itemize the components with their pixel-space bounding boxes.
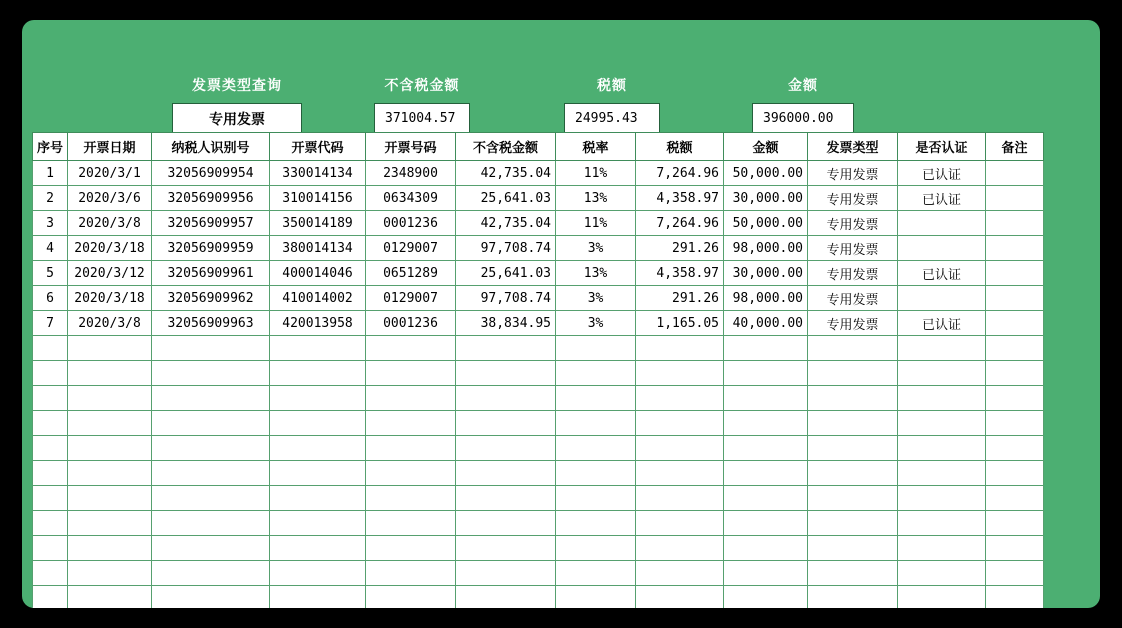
cell-tax-amount[interactable]: 7,264.96 bbox=[636, 161, 724, 186]
summary-bar bbox=[22, 20, 1100, 138]
cell-remark[interactable] bbox=[986, 536, 1044, 561]
cell-tax-rate[interactable] bbox=[556, 411, 636, 436]
cell-certified[interactable] bbox=[898, 586, 986, 609]
cell-amount-excl-tax[interactable] bbox=[456, 436, 556, 461]
cell-invoice-code[interactable]: 350014189 bbox=[270, 211, 366, 236]
cell-taxpayer-id[interactable]: 32056909954 bbox=[152, 161, 270, 186]
col-header-certified[interactable]: 是否认证 bbox=[898, 133, 986, 161]
cell-remark[interactable] bbox=[986, 236, 1044, 261]
cell-tax-rate[interactable] bbox=[556, 336, 636, 361]
cell-index[interactable] bbox=[33, 536, 68, 561]
cell-amount-excl-tax[interactable] bbox=[456, 461, 556, 486]
cell-amount-excl-tax[interactable] bbox=[456, 586, 556, 609]
cell-invoice-type[interactable]: 专用发票 bbox=[808, 186, 898, 211]
cell-tax-rate[interactable] bbox=[556, 536, 636, 561]
cell-invoice-code[interactable]: 380014134 bbox=[270, 236, 366, 261]
cell-issue-date[interactable]: 2020/3/8 bbox=[68, 211, 152, 236]
cell-remark[interactable] bbox=[986, 586, 1044, 609]
cell-index[interactable] bbox=[33, 336, 68, 361]
cell-tax-amount[interactable]: 4,358.97 bbox=[636, 186, 724, 211]
cell-taxpayer-id[interactable]: 32056909961 bbox=[152, 261, 270, 286]
cell-issue-date[interactable] bbox=[68, 436, 152, 461]
cell-index[interactable] bbox=[33, 386, 68, 411]
cell-tax-rate[interactable] bbox=[556, 461, 636, 486]
cell-tax-amount[interactable]: 1,165.05 bbox=[636, 311, 724, 336]
cell-tax-rate[interactable]: 13% bbox=[556, 261, 636, 286]
cell-index[interactable] bbox=[33, 436, 68, 461]
cell-remark[interactable] bbox=[986, 436, 1044, 461]
cell-tax-rate[interactable] bbox=[556, 361, 636, 386]
cell-invoice-code[interactable] bbox=[270, 386, 366, 411]
cell-certified[interactable] bbox=[898, 486, 986, 511]
cell-invoice-type[interactable] bbox=[808, 561, 898, 586]
cell-amount[interactable] bbox=[724, 411, 808, 436]
cell-issue-date[interactable]: 2020/3/8 bbox=[68, 311, 152, 336]
cell-tax-rate[interactable]: 11% bbox=[556, 211, 636, 236]
cell-index[interactable] bbox=[33, 511, 68, 536]
cell-invoice-type[interactable] bbox=[808, 486, 898, 511]
cell-invoice-code[interactable]: 410014002 bbox=[270, 286, 366, 311]
cell-amount[interactable]: 98,000.00 bbox=[724, 236, 808, 261]
cell-invoice-no[interactable] bbox=[366, 411, 456, 436]
cell-invoice-code[interactable] bbox=[270, 461, 366, 486]
cell-amount-excl-tax[interactable]: 38,834.95 bbox=[456, 311, 556, 336]
cell-taxpayer-id[interactable]: 32056909959 bbox=[152, 236, 270, 261]
cell-index[interactable]: 6 bbox=[33, 286, 68, 311]
cell-amount[interactable]: 30,000.00 bbox=[724, 261, 808, 286]
cell-issue-date[interactable] bbox=[68, 511, 152, 536]
summary-value-tax-amount[interactable]: 24995.43 bbox=[564, 103, 660, 133]
cell-invoice-no[interactable]: 0001236 bbox=[366, 211, 456, 236]
cell-remark[interactable] bbox=[986, 461, 1044, 486]
cell-invoice-type[interactable] bbox=[808, 361, 898, 386]
cell-invoice-code[interactable] bbox=[270, 336, 366, 361]
cell-amount[interactable] bbox=[724, 536, 808, 561]
cell-amount[interactable]: 30,000.00 bbox=[724, 186, 808, 211]
table-row-empty[interactable] bbox=[33, 411, 1044, 436]
cell-amount[interactable] bbox=[724, 561, 808, 586]
cell-tax-rate[interactable]: 13% bbox=[556, 186, 636, 211]
summary-value-total-amount[interactable]: 396000.00 bbox=[752, 103, 854, 133]
cell-issue-date[interactable] bbox=[68, 361, 152, 386]
cell-certified[interactable]: 已认证 bbox=[898, 186, 986, 211]
col-header-tax-amount[interactable]: 税额 bbox=[636, 133, 724, 161]
cell-taxpayer-id[interactable] bbox=[152, 536, 270, 561]
cell-tax-amount[interactable] bbox=[636, 486, 724, 511]
cell-remark[interactable] bbox=[986, 386, 1044, 411]
col-header-tax-rate[interactable]: 税率 bbox=[556, 133, 636, 161]
cell-invoice-no[interactable] bbox=[366, 586, 456, 609]
table-row[interactable] bbox=[33, 211, 1044, 236]
table-row[interactable] bbox=[33, 311, 1044, 336]
cell-tax-amount[interactable] bbox=[636, 336, 724, 361]
cell-invoice-code[interactable] bbox=[270, 586, 366, 609]
cell-issue-date[interactable] bbox=[68, 336, 152, 361]
cell-invoice-code[interactable] bbox=[270, 486, 366, 511]
cell-invoice-code[interactable]: 330014134 bbox=[270, 161, 366, 186]
cell-issue-date[interactable] bbox=[68, 536, 152, 561]
cell-certified[interactable] bbox=[898, 336, 986, 361]
cell-taxpayer-id[interactable] bbox=[152, 361, 270, 386]
cell-tax-rate[interactable] bbox=[556, 586, 636, 609]
cell-tax-amount[interactable] bbox=[636, 561, 724, 586]
cell-taxpayer-id[interactable] bbox=[152, 586, 270, 609]
cell-invoice-type[interactable] bbox=[808, 511, 898, 536]
cell-index[interactable] bbox=[33, 411, 68, 436]
cell-tax-rate[interactable]: 3% bbox=[556, 286, 636, 311]
cell-invoice-code[interactable]: 420013958 bbox=[270, 311, 366, 336]
col-header-index[interactable]: 序号 bbox=[33, 133, 68, 161]
cell-amount[interactable]: 50,000.00 bbox=[724, 211, 808, 236]
cell-issue-date[interactable] bbox=[68, 411, 152, 436]
cell-certified[interactable] bbox=[898, 536, 986, 561]
cell-remark[interactable] bbox=[986, 211, 1044, 236]
cell-invoice-type[interactable] bbox=[808, 336, 898, 361]
table-row-empty[interactable] bbox=[33, 511, 1044, 536]
cell-issue-date[interactable] bbox=[68, 486, 152, 511]
table-row[interactable] bbox=[33, 236, 1044, 261]
cell-amount-excl-tax[interactable] bbox=[456, 536, 556, 561]
cell-tax-amount[interactable] bbox=[636, 586, 724, 609]
cell-amount[interactable] bbox=[724, 336, 808, 361]
cell-tax-rate[interactable] bbox=[556, 486, 636, 511]
col-header-issue-date[interactable]: 开票日期 bbox=[68, 133, 152, 161]
summary-block-invoice-type bbox=[172, 75, 302, 133]
cell-tax-amount[interactable] bbox=[636, 436, 724, 461]
cell-tax-rate[interactable] bbox=[556, 561, 636, 586]
cell-tax-amount[interactable] bbox=[636, 461, 724, 486]
cell-index[interactable]: 1 bbox=[33, 161, 68, 186]
cell-invoice-code[interactable]: 310014156 bbox=[270, 186, 366, 211]
cell-amount-excl-tax[interactable] bbox=[456, 336, 556, 361]
cell-tax-rate[interactable] bbox=[556, 511, 636, 536]
table-row-empty[interactable] bbox=[33, 586, 1044, 609]
cell-invoice-code[interactable]: 400014046 bbox=[270, 261, 366, 286]
cell-taxpayer-id[interactable] bbox=[152, 561, 270, 586]
cell-invoice-code[interactable] bbox=[270, 561, 366, 586]
col-header-amount[interactable]: 金额 bbox=[724, 133, 808, 161]
table-row-empty[interactable] bbox=[33, 486, 1044, 511]
cell-tax-amount[interactable] bbox=[636, 536, 724, 561]
cell-invoice-code[interactable] bbox=[270, 361, 366, 386]
cell-certified[interactable] bbox=[898, 411, 986, 436]
cell-invoice-no[interactable] bbox=[366, 361, 456, 386]
col-header-amount-excl-tax[interactable]: 不含税金额 bbox=[456, 133, 556, 161]
cell-index[interactable] bbox=[33, 461, 68, 486]
cell-tax-rate[interactable] bbox=[556, 436, 636, 461]
table-header-row bbox=[33, 133, 1044, 161]
table-row-empty[interactable] bbox=[33, 386, 1044, 411]
cell-invoice-type[interactable]: 专用发票 bbox=[808, 211, 898, 236]
table-body bbox=[33, 161, 1044, 609]
cell-amount[interactable] bbox=[724, 511, 808, 536]
col-header-remark[interactable]: 备注 bbox=[986, 133, 1044, 161]
summary-label: 发票类型查询 bbox=[192, 77, 282, 93]
cell-invoice-no[interactable] bbox=[366, 336, 456, 361]
cell-certified[interactable] bbox=[898, 211, 986, 236]
invoice-table bbox=[32, 132, 1044, 608]
cell-tax-amount[interactable]: 7,264.96 bbox=[636, 211, 724, 236]
cell-invoice-type[interactable] bbox=[808, 536, 898, 561]
cell-index[interactable]: 4 bbox=[33, 236, 68, 261]
cell-remark[interactable] bbox=[986, 486, 1044, 511]
summary-value-amount-excl-tax[interactable]: 371004.57 bbox=[374, 103, 470, 133]
cell-certified[interactable]: 已认证 bbox=[898, 161, 986, 186]
cell-issue-date[interactable]: 2020/3/12 bbox=[68, 261, 152, 286]
cell-issue-date[interactable]: 2020/3/6 bbox=[68, 186, 152, 211]
cell-invoice-no[interactable]: 0129007 bbox=[366, 236, 456, 261]
cell-remark[interactable] bbox=[986, 361, 1044, 386]
cell-taxpayer-id[interactable]: 32056909963 bbox=[152, 311, 270, 336]
cell-certified[interactable] bbox=[898, 361, 986, 386]
cell-amount-excl-tax[interactable]: 25,641.03 bbox=[456, 261, 556, 286]
table-row-empty[interactable] bbox=[33, 536, 1044, 561]
col-header-invoice-type[interactable]: 发票类型 bbox=[808, 133, 898, 161]
cell-remark[interactable] bbox=[986, 511, 1044, 536]
cell-amount-excl-tax[interactable] bbox=[456, 511, 556, 536]
cell-amount-excl-tax[interactable]: 42,735.04 bbox=[456, 161, 556, 186]
cell-invoice-no[interactable] bbox=[366, 436, 456, 461]
cell-issue-date[interactable]: 2020/3/18 bbox=[68, 286, 152, 311]
cell-amount[interactable]: 40,000.00 bbox=[724, 311, 808, 336]
cell-remark[interactable] bbox=[986, 286, 1044, 311]
cell-tax-rate[interactable] bbox=[556, 386, 636, 411]
cell-amount[interactable] bbox=[724, 436, 808, 461]
cell-remark[interactable] bbox=[986, 336, 1044, 361]
cell-remark[interactable] bbox=[986, 261, 1044, 286]
cell-certified[interactable]: 已认证 bbox=[898, 261, 986, 286]
summary-label: 税额 bbox=[597, 77, 627, 93]
cell-index[interactable] bbox=[33, 561, 68, 586]
cell-taxpayer-id[interactable] bbox=[152, 411, 270, 436]
cell-amount-excl-tax[interactable]: 42,735.04 bbox=[456, 211, 556, 236]
cell-taxpayer-id[interactable] bbox=[152, 486, 270, 511]
cell-index[interactable]: 3 bbox=[33, 211, 68, 236]
cell-invoice-type[interactable]: 专用发票 bbox=[808, 161, 898, 186]
cell-invoice-code[interactable] bbox=[270, 436, 366, 461]
cell-invoice-no[interactable] bbox=[366, 486, 456, 511]
summary-label: 金额 bbox=[788, 77, 818, 93]
cell-invoice-type[interactable]: 专用发票 bbox=[808, 236, 898, 261]
cell-amount-excl-tax[interactable]: 97,708.74 bbox=[456, 236, 556, 261]
cell-amount[interactable] bbox=[724, 486, 808, 511]
cell-taxpayer-id[interactable] bbox=[152, 386, 270, 411]
cell-invoice-no[interactable] bbox=[366, 561, 456, 586]
cell-invoice-type[interactable]: 专用发票 bbox=[808, 261, 898, 286]
cell-taxpayer-id[interactable]: 32056909957 bbox=[152, 211, 270, 236]
cell-issue-date[interactable]: 2020/3/18 bbox=[68, 236, 152, 261]
cell-invoice-type[interactable]: 专用发票 bbox=[808, 311, 898, 336]
table-row-empty[interactable] bbox=[33, 561, 1044, 586]
cell-invoice-type[interactable] bbox=[808, 461, 898, 486]
cell-amount-excl-tax[interactable] bbox=[456, 386, 556, 411]
cell-index[interactable]: 7 bbox=[33, 311, 68, 336]
cell-certified[interactable] bbox=[898, 461, 986, 486]
table-row[interactable] bbox=[33, 261, 1044, 286]
table-row[interactable] bbox=[33, 161, 1044, 186]
cell-certified[interactable] bbox=[898, 386, 986, 411]
cell-remark[interactable] bbox=[986, 411, 1044, 436]
cell-amount-excl-tax[interactable] bbox=[456, 361, 556, 386]
cell-invoice-type[interactable]: 专用发票 bbox=[808, 286, 898, 311]
cell-invoice-no[interactable]: 2348900 bbox=[366, 161, 456, 186]
summary-block-total-amount bbox=[752, 75, 854, 133]
cell-index[interactable] bbox=[33, 486, 68, 511]
cell-amount[interactable] bbox=[724, 361, 808, 386]
cell-taxpayer-id[interactable]: 32056909962 bbox=[152, 286, 270, 311]
cell-issue-date[interactable] bbox=[68, 461, 152, 486]
cell-invoice-type[interactable] bbox=[808, 586, 898, 609]
cell-amount[interactable] bbox=[724, 586, 808, 609]
cell-invoice-no[interactable]: 0001236 bbox=[366, 311, 456, 336]
cell-amount[interactable]: 98,000.00 bbox=[724, 286, 808, 311]
table-row-empty[interactable] bbox=[33, 336, 1044, 361]
cell-index[interactable] bbox=[33, 586, 68, 609]
spreadsheet-canvas bbox=[22, 20, 1100, 608]
cell-amount-excl-tax[interactable] bbox=[456, 561, 556, 586]
cell-issue-date[interactable] bbox=[68, 561, 152, 586]
cell-invoice-code[interactable] bbox=[270, 511, 366, 536]
cell-certified[interactable] bbox=[898, 236, 986, 261]
cell-invoice-code[interactable] bbox=[270, 411, 366, 436]
cell-index[interactable]: 5 bbox=[33, 261, 68, 286]
cell-remark[interactable] bbox=[986, 561, 1044, 586]
summary-block-amount-excl-tax bbox=[374, 75, 470, 133]
cell-taxpayer-id[interactable] bbox=[152, 461, 270, 486]
cell-invoice-type[interactable] bbox=[808, 436, 898, 461]
cell-taxpayer-id[interactable] bbox=[152, 436, 270, 461]
cell-amount[interactable] bbox=[724, 386, 808, 411]
cell-invoice-code[interactable] bbox=[270, 536, 366, 561]
cell-tax-amount[interactable] bbox=[636, 361, 724, 386]
table-row-empty[interactable] bbox=[33, 461, 1044, 486]
table-row-empty[interactable] bbox=[33, 436, 1044, 461]
cell-invoice-no[interactable] bbox=[366, 511, 456, 536]
cell-tax-amount[interactable]: 291.26 bbox=[636, 286, 724, 311]
cell-tax-amount[interactable] bbox=[636, 411, 724, 436]
cell-invoice-type[interactable] bbox=[808, 411, 898, 436]
cell-index[interactable] bbox=[33, 361, 68, 386]
cell-invoice-no[interactable] bbox=[366, 461, 456, 486]
col-header-taxpayer-id[interactable]: 纳税人识别号 bbox=[152, 133, 270, 161]
cell-amount-excl-tax[interactable]: 25,641.03 bbox=[456, 186, 556, 211]
cell-invoice-no[interactable]: 0634309 bbox=[366, 186, 456, 211]
cell-amount-excl-tax[interactable] bbox=[456, 486, 556, 511]
cell-tax-rate[interactable]: 3% bbox=[556, 311, 636, 336]
cell-taxpayer-id[interactable] bbox=[152, 336, 270, 361]
cell-certified[interactable] bbox=[898, 561, 986, 586]
cell-invoice-no[interactable] bbox=[366, 386, 456, 411]
cell-certified[interactable] bbox=[898, 511, 986, 536]
cell-taxpayer-id[interactable]: 32056909956 bbox=[152, 186, 270, 211]
cell-amount[interactable] bbox=[724, 461, 808, 486]
cell-amount-excl-tax[interactable]: 97,708.74 bbox=[456, 286, 556, 311]
cell-certified[interactable] bbox=[898, 286, 986, 311]
cell-issue-date[interactable] bbox=[68, 386, 152, 411]
cell-tax-amount[interactable] bbox=[636, 511, 724, 536]
cell-certified[interactable] bbox=[898, 436, 986, 461]
cell-invoice-no[interactable]: 0129007 bbox=[366, 286, 456, 311]
summary-label: 不含税金额 bbox=[384, 77, 460, 93]
cell-tax-rate[interactable]: 3% bbox=[556, 236, 636, 261]
cell-invoice-type[interactable] bbox=[808, 386, 898, 411]
cell-issue-date[interactable]: 2020/3/1 bbox=[68, 161, 152, 186]
cell-tax-amount[interactable]: 4,358.97 bbox=[636, 261, 724, 286]
cell-tax-amount[interactable]: 291.26 bbox=[636, 236, 724, 261]
table-row[interactable] bbox=[33, 286, 1044, 311]
cell-tax-amount[interactable] bbox=[636, 386, 724, 411]
cell-invoice-no[interactable]: 0651289 bbox=[366, 261, 456, 286]
cell-amount[interactable]: 50,000.00 bbox=[724, 161, 808, 186]
cell-taxpayer-id[interactable] bbox=[152, 511, 270, 536]
cell-issue-date[interactable] bbox=[68, 586, 152, 609]
cell-tax-rate[interactable]: 11% bbox=[556, 161, 636, 186]
cell-amount-excl-tax[interactable] bbox=[456, 411, 556, 436]
cell-remark[interactable] bbox=[986, 161, 1044, 186]
cell-remark[interactable] bbox=[986, 186, 1044, 211]
cell-remark[interactable] bbox=[986, 311, 1044, 336]
table-row[interactable] bbox=[33, 186, 1044, 211]
col-header-invoice-no[interactable]: 开票号码 bbox=[366, 133, 456, 161]
summary-block-tax-amount bbox=[564, 75, 660, 133]
cell-index[interactable]: 2 bbox=[33, 186, 68, 211]
summary-value-invoice-type[interactable]: 专用发票 bbox=[172, 103, 302, 133]
col-header-invoice-code[interactable]: 开票代码 bbox=[270, 133, 366, 161]
cell-invoice-no[interactable] bbox=[366, 536, 456, 561]
cell-certified[interactable]: 已认证 bbox=[898, 311, 986, 336]
table-row-empty[interactable] bbox=[33, 361, 1044, 386]
